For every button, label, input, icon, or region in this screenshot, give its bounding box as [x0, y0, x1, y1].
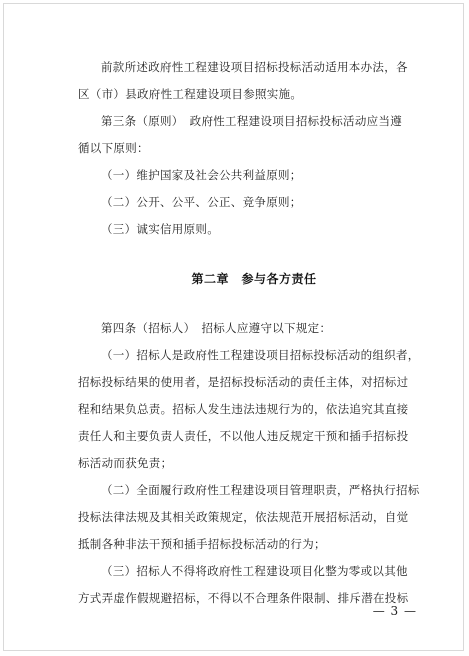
principle-item: （三）诚实信用原则。 — [101, 222, 219, 236]
clause-line: （二）全面履行政府性工程建设项目管理职责，严格执行招标 — [101, 483, 420, 497]
principle-item: （二）公开、公平、公正、竞争原则； — [101, 195, 302, 209]
clause-line: 抵制各种非法干预和插手招标投标活动的行为； — [78, 537, 326, 551]
clause-line: （三）招标人不得将政府性工程建设项目化整为零或以其他 — [101, 564, 408, 578]
article-4-heading-line: 第四条（招标人） 招标人应遵守以下规定： — [101, 321, 332, 335]
document-page — [3, 3, 464, 651]
clause-line: 程和结果负总责。招标人发生违法违规行为的，依法追究其直接 — [78, 402, 409, 416]
principle-item: （一）维护国家及社会公共利益原则； — [101, 168, 302, 182]
chapter-title: 第二章 参与各方责任 — [191, 272, 317, 286]
paragraph-line: 循以下原则： — [78, 141, 149, 155]
paragraph-line: 前款所述政府性工程建设项目招标投标活动适用本办法，各 — [101, 60, 408, 74]
clause-line: 责任人和主要负责人责任，不以他人违反规定干预和插手招标投 — [78, 429, 409, 443]
page-number: — 3 — — [372, 604, 417, 618]
clause-line: 投标法律法规及其相关政策规定，依法规范开展招标活动，自觉 — [78, 510, 409, 524]
article-3-heading-line: 第三条（原则） 政府性工程建设项目招标投标活动应当遵 — [101, 114, 403, 128]
clause-line: （一）招标人是政府性工程建设项目招标投标活动的组织者， — [101, 348, 420, 362]
clause-line: 方式弄虚作假规避招标，不得以不合理条件限制、排斥潜在投标 — [78, 591, 409, 605]
paragraph-line: 区（市）县政府性工程建设项目参照实施。 — [78, 87, 303, 101]
clause-line: 标活动而获免责； — [78, 456, 173, 470]
clause-line: 招标投标结果的使用者，是招标投标活动的责任主体，对招标过 — [78, 375, 409, 389]
document-body — [78, 54, 430, 612]
